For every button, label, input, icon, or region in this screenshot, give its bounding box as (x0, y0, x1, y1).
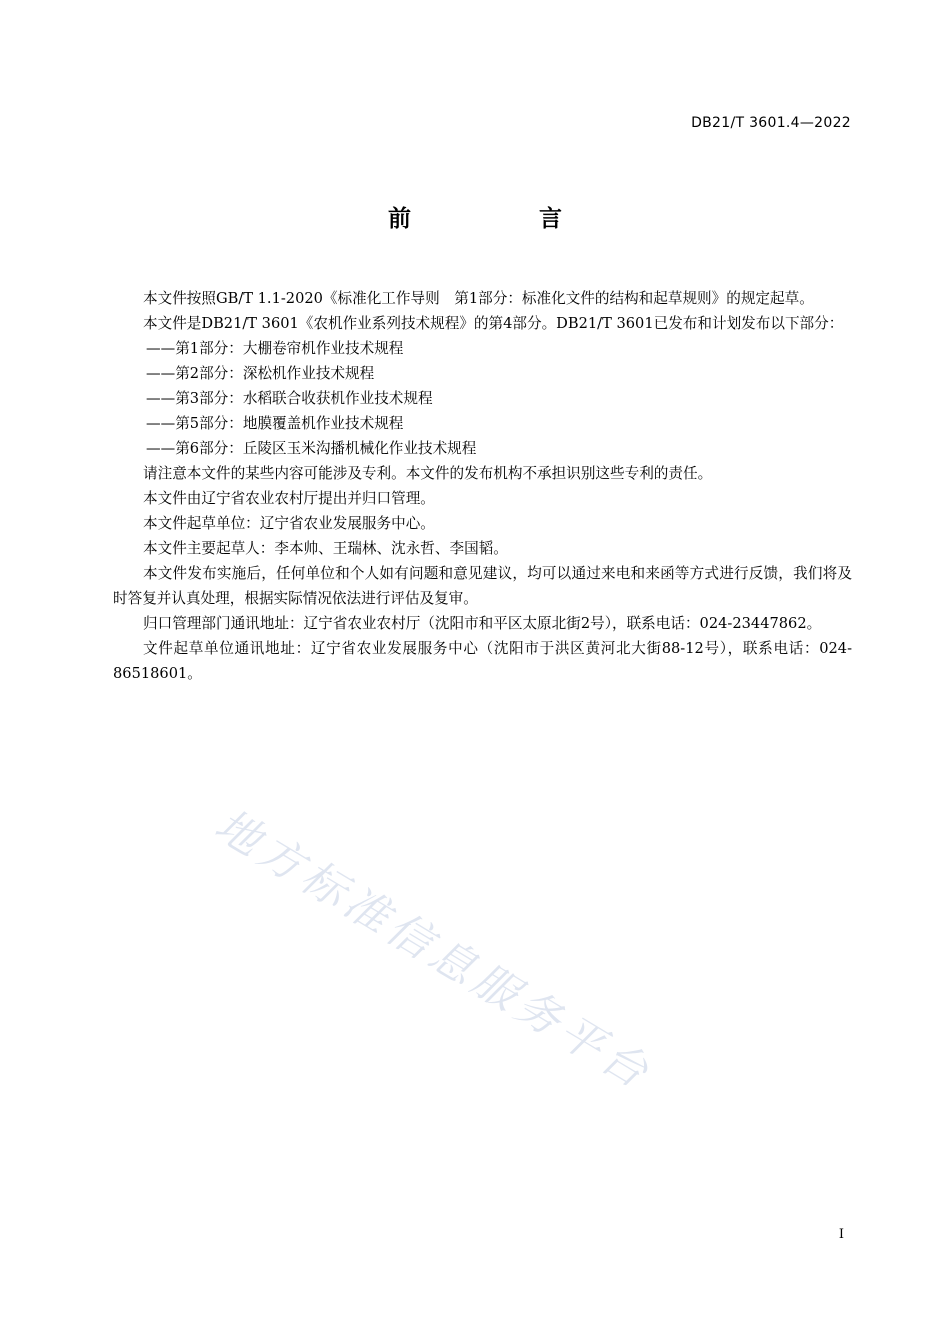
list-item: ——第1部分：大棚卷帘机作业技术规程 (146, 340, 404, 357)
list-item: ——第5部分：地膜覆盖机作业技术规程 (146, 415, 404, 432)
paragraph-drafter-contact: 文件起草单位通讯地址：辽宁省农业发展服务中心（沈阳市于洪区黄河北大街88-12号），联系电话：024-86518601。 (113, 640, 852, 682)
paragraph-patent-notice: 请注意本文件的某些内容可能涉及专利。本文件的发布机构不承担识别这些专利的责任。 (143, 465, 713, 482)
watermark: 地方标准信息服务平台 (206, 799, 661, 1101)
paragraph-proposer: 本文件由辽宁省农业农村厅提出并归口管理。 (143, 490, 435, 507)
paragraph-authority-contact: 归口管理部门通讯地址：辽宁省农业农村厅（沈阳市和平区太原北街2号），联系电话：024-23447862。 (143, 615, 822, 632)
document-body (113, 286, 852, 686)
page-number: I (838, 1227, 844, 1242)
paragraph-series-info: 本文件是DB21/T 3601《农机作业系列技术规程》的第4部分。DB21/T 3601已发布和计划发布以下部分： (143, 315, 844, 332)
list-item: ——第3部分：水稻联合收获机作业技术规程 (146, 390, 433, 407)
page-title: 前 言 (387, 206, 622, 232)
paragraph-drafting-rules: 本文件按照GB/T 1.1-2020《标准化工作导则 第1部分：标准化文件的结构和起草规则》的规定起草。 (143, 290, 814, 307)
list-item: ——第6部分：丘陵区玉米沟播机械化作业技术规程 (146, 440, 477, 457)
paragraph-drafting-unit: 本文件起草单位：辽宁省农业发展服务中心。 (143, 515, 435, 532)
standard-number: DB21/T 3601.4—2022 (691, 115, 851, 131)
list-item: ——第2部分：深松机作业技术规程 (146, 365, 375, 382)
paragraph-feedback: 本文件发布实施后，任何单位和个人如有问题和意见建议，均可以通过来电和来函等方式进行反馈，我们将及时答复并认真处理，根据实际情况依法进行评估及复审。 (113, 565, 852, 607)
paragraph-drafters: 本文件主要起草人：李本帅、王瑞林、沈永哲、李国韬。 (143, 540, 508, 557)
